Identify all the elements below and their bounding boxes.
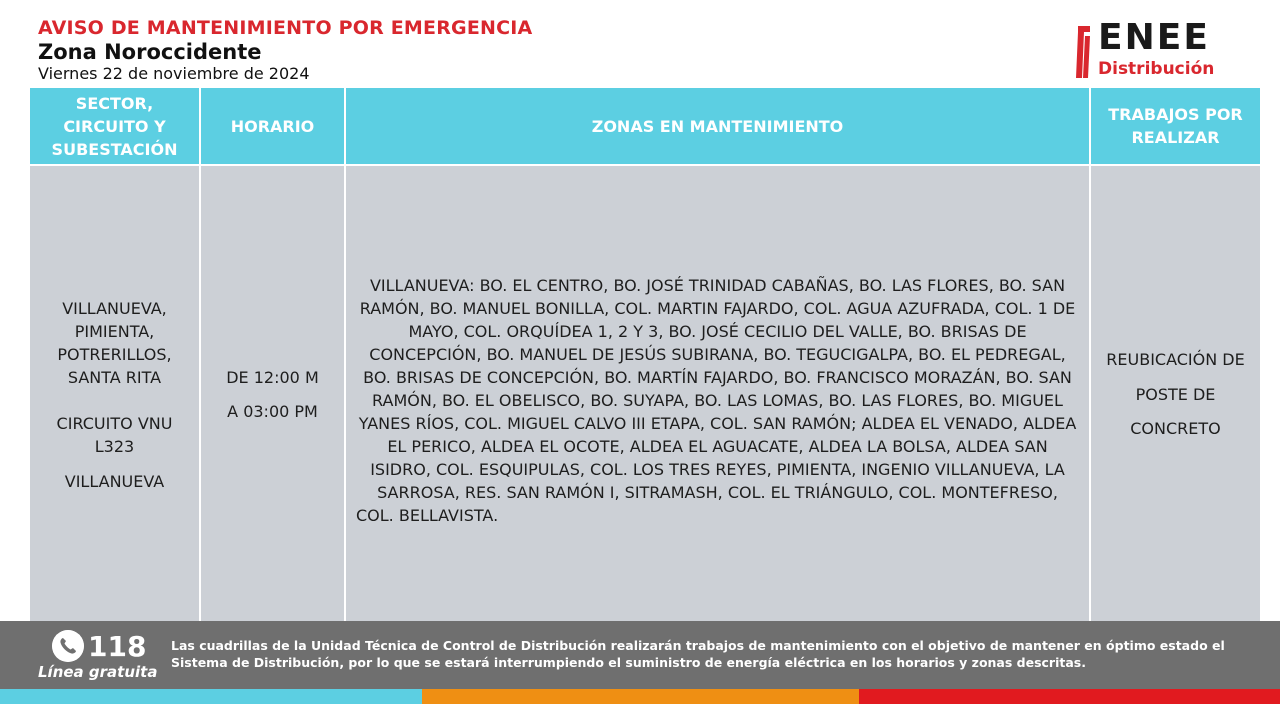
hotline <box>38 627 158 683</box>
zone-name: Zona Noroccidente <box>38 40 262 64</box>
cell-sector <box>29 165 200 625</box>
phone-icon <box>52 630 84 662</box>
cell-trabajos: REUBICACIÓN DE POSTE DE CONCRETO <box>1090 165 1261 625</box>
cell-horario <box>200 165 345 625</box>
phone-number: 118 <box>88 630 147 663</box>
substation-name: VILLANUEVA <box>64 472 165 491</box>
notice-title: AVISO DE MANTENIMIENTO POR EMERGENCIA <box>38 17 533 39</box>
circuit-name: CIRCUITO VNU L323 <box>56 414 173 456</box>
table-header-row <box>29 87 1261 165</box>
stripe-orange <box>422 689 859 704</box>
header-trabajos: TRABAJOS POR REALIZAR <box>1090 87 1261 165</box>
logo-brand-text: ENEE <box>1098 17 1210 58</box>
footer-notice: Las cuadrillas de la Unidad Técnica de Control de Distribución realizarán trabajos de mantenimiento con el objetivo de mantener en óptimo estado el Sistema de Distribución, por lo que se estará interrumpiendo el suministro de energía eléctrica en los horarios y zonas descritas. <box>171 638 1225 670</box>
enee-logo <box>1074 17 1254 82</box>
stripe-red <box>859 689 1280 704</box>
sector-names: VILLANUEVA, PIMIENTA, POTRERILLOS, SANTA RITA <box>57 299 172 387</box>
notice-date: Viernes 22 de noviembre de 2024 <box>38 64 310 83</box>
enee-logo-mark-icon <box>1076 26 1090 78</box>
header-horario: HORARIO <box>200 87 345 165</box>
horario-start: DE 12:00 M <box>226 368 319 387</box>
cell-zonas: VILLANUEVA: BO. EL CENTRO, BO. JOSÉ TRINIDAD CABAÑAS, BO. LAS FLORES, BO. SAN RAMÓN, BO. MANUEL BONILLA, COL. MARTIN FAJARDO, COL. AGUA AZUFRADA, COL. 1 DE MAYO, COL. ORQUÍDEA 1, 2 Y 3, BO. JOSÉ CECILIO DEL VALLE, BO. BRISAS DE CONCEPCIÓN, BO. MANUEL DE JESÚS SUBIRANA, BO. TEGUCIGALPA, BO. EL PEDREGAL, BO. BRISAS DE CONCEPCIÓN, BO. MARTÍN FAJARDO, BO. FRANCISCO MORAZÁN, BO. SAN RAMÓN, BO. EL OBELISCO, BO. SUYAPA, BO. LAS LOMAS, BO. LAS FLORES, BO. MIGUEL YANES RÍOS, COL. MIGUEL CALVO III ETAPA, COL. SAN RAMÓN; ALDEA EL VENADO, ALDEA EL PERICO, ALDEA EL OCOTE, ALDEA EL AGUACATE, ALDEA LA BOLSA, ALDEA SAN ISIDRO, COL. ESQUIPULAS, COL. LOS TRES REYES, PIMIENTA, INGENIO VILLANUEVA, LA SARROSA, RES. SAN RAMÓN I, SITRAMASH, COL. EL TRIÁNGULO, COL. MONTEFRESO, COL. BELLAVISTA. <box>345 165 1090 625</box>
stripe-cyan <box>0 689 422 704</box>
horario-end: A 03:00 PM <box>227 402 318 421</box>
phone-label: Línea gratuita <box>38 663 158 681</box>
header-sector: SECTOR, CIRCUITO Y SUBESTACIÓN <box>29 87 200 165</box>
maintenance-table <box>28 86 1262 626</box>
notice-header <box>38 16 532 84</box>
footer-bar <box>0 621 1280 689</box>
logo-subtitle: Distribución <box>1098 59 1215 79</box>
header-zonas: ZONAS EN MANTENIMIENTO <box>345 87 1090 165</box>
table-row <box>29 165 1261 625</box>
